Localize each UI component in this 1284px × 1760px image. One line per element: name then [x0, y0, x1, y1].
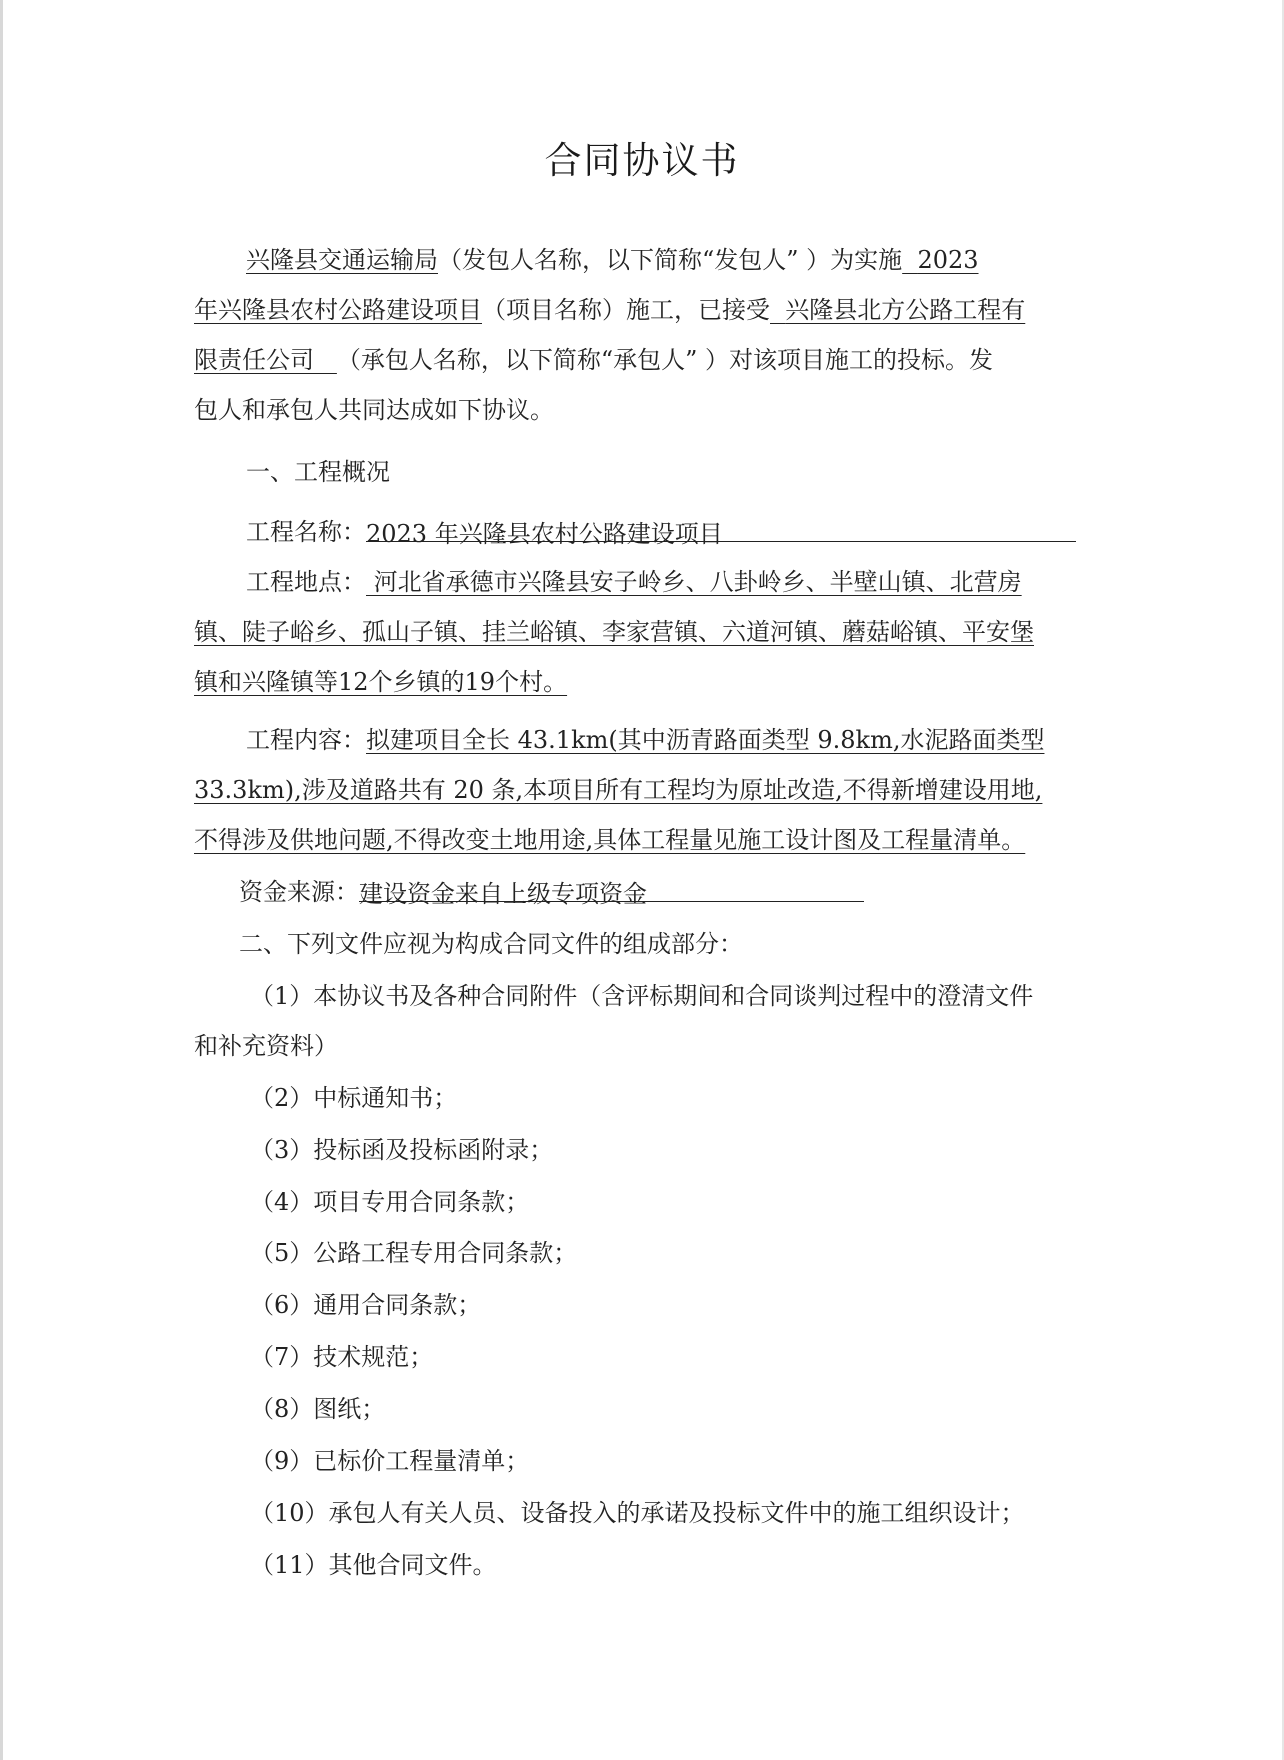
fund-source-label: 资金来源： — [239, 878, 359, 906]
project-name-value: 2023 年兴隆县农村公路建设项目 — [366, 520, 723, 548]
location-label: 工程地点： — [246, 568, 366, 596]
project-name-part1: 2023 — [917, 246, 979, 274]
section2-heading: 二、下列文件应视为构成合同文件的组成部分： — [239, 930, 743, 958]
location-line-3 — [194, 667, 567, 697]
project-note: （项目名称）施工，已接受 — [482, 296, 770, 324]
list-item-11: （11）其他合同文件。 — [250, 1551, 497, 1579]
list-item-9: （9）已标价工程量清单； — [250, 1447, 530, 1475]
list-item-6: （6）通用合同条款； — [250, 1291, 482, 1319]
employer-name: 兴隆县交通运输局 — [246, 246, 438, 274]
list-item-3: （3）投标函及投标函附录； — [250, 1136, 554, 1164]
page-left-edge — [0, 0, 3, 1760]
list-item-1-cont: 和补充资料） — [194, 1032, 338, 1060]
content-label: 工程内容： — [246, 726, 366, 754]
location-line-2 — [194, 617, 1034, 647]
list-item-10: （10）承包人有关人员、设备投入的承诺及投标文件中的施工组织设计； — [250, 1499, 1025, 1527]
fund-source-value: 建设资金来自上级专项资金 — [359, 880, 647, 908]
fund-source-value-field — [359, 879, 864, 908]
content-line-3 — [194, 825, 1025, 855]
list-item-7: （7）技术规范； — [250, 1343, 434, 1371]
employer-note: （发包人名称，以下简称“发包人” ）为实施 — [438, 246, 903, 274]
list-item-4: （4）项目专用合同条款； — [250, 1188, 530, 1216]
intro-line-1 — [194, 245, 979, 275]
content-line-2 — [194, 775, 1042, 805]
list-item-1: （1）本协议书及各种合同附件（含评标期间和合同谈判过程中的澄清文件 — [250, 982, 1034, 1010]
project-name-label: 工程名称： — [246, 518, 366, 546]
intro-line-2 — [194, 295, 1025, 325]
content-line-1 — [246, 725, 1044, 755]
location-value-1: 河北省承德市兴隆县安子岭乡、八卦岭乡、半壁山镇、北营房 — [366, 568, 1022, 596]
location-line-1 — [246, 567, 1022, 597]
content-value-1: 拟建项目全长 43.1km(其中沥青路面类型 9.8km,水泥路面类型 — [366, 726, 1045, 754]
section1-heading: 一、工程概况 — [246, 458, 390, 486]
project-name-part2: 年兴隆县农村公路建设项目 — [194, 296, 482, 324]
intro-line-3 — [194, 345, 993, 375]
list-item-8: （8）图纸； — [250, 1395, 386, 1423]
intro-line-4: 包人和承包人共同达成如下协议。 — [194, 396, 554, 424]
fund-source-line — [239, 877, 864, 907]
edge-red-mark — [1274, 840, 1284, 888]
location-value-3: 镇和兴隆镇等12个乡镇的19个村。 — [194, 668, 568, 696]
content-value-2: 33.3km),涉及道路共有 20 条,本项目所有工程均为原址改造,不得新增建设用地, — [194, 776, 1043, 804]
project-name-line — [246, 517, 1076, 547]
location-value-2: 镇、陡子峪乡、孤山子镇、挂兰峪镇、李家营镇、六道河镇、蘑菇峪镇、平安堡 — [194, 618, 1034, 646]
contractor-note: （承包人名称，以下简称“承包人” ）对该项目施工的投标。发 — [336, 346, 994, 374]
contractor-name-part2: 限责任公司 — [194, 346, 314, 374]
project-name-value-field — [366, 519, 1076, 548]
list-item-5: （5）公路工程专用合同条款； — [250, 1239, 578, 1267]
document-title: 合同协议书 — [544, 139, 740, 182]
content-value-3: 不得涉及供地问题,不得改变土地用途,具体工程量见施工设计图及工程量清单。 — [194, 826, 1026, 854]
list-item-2: （2）中标通知书； — [250, 1084, 458, 1112]
contractor-name-part1: 兴隆县北方公路工程有 — [785, 296, 1026, 324]
